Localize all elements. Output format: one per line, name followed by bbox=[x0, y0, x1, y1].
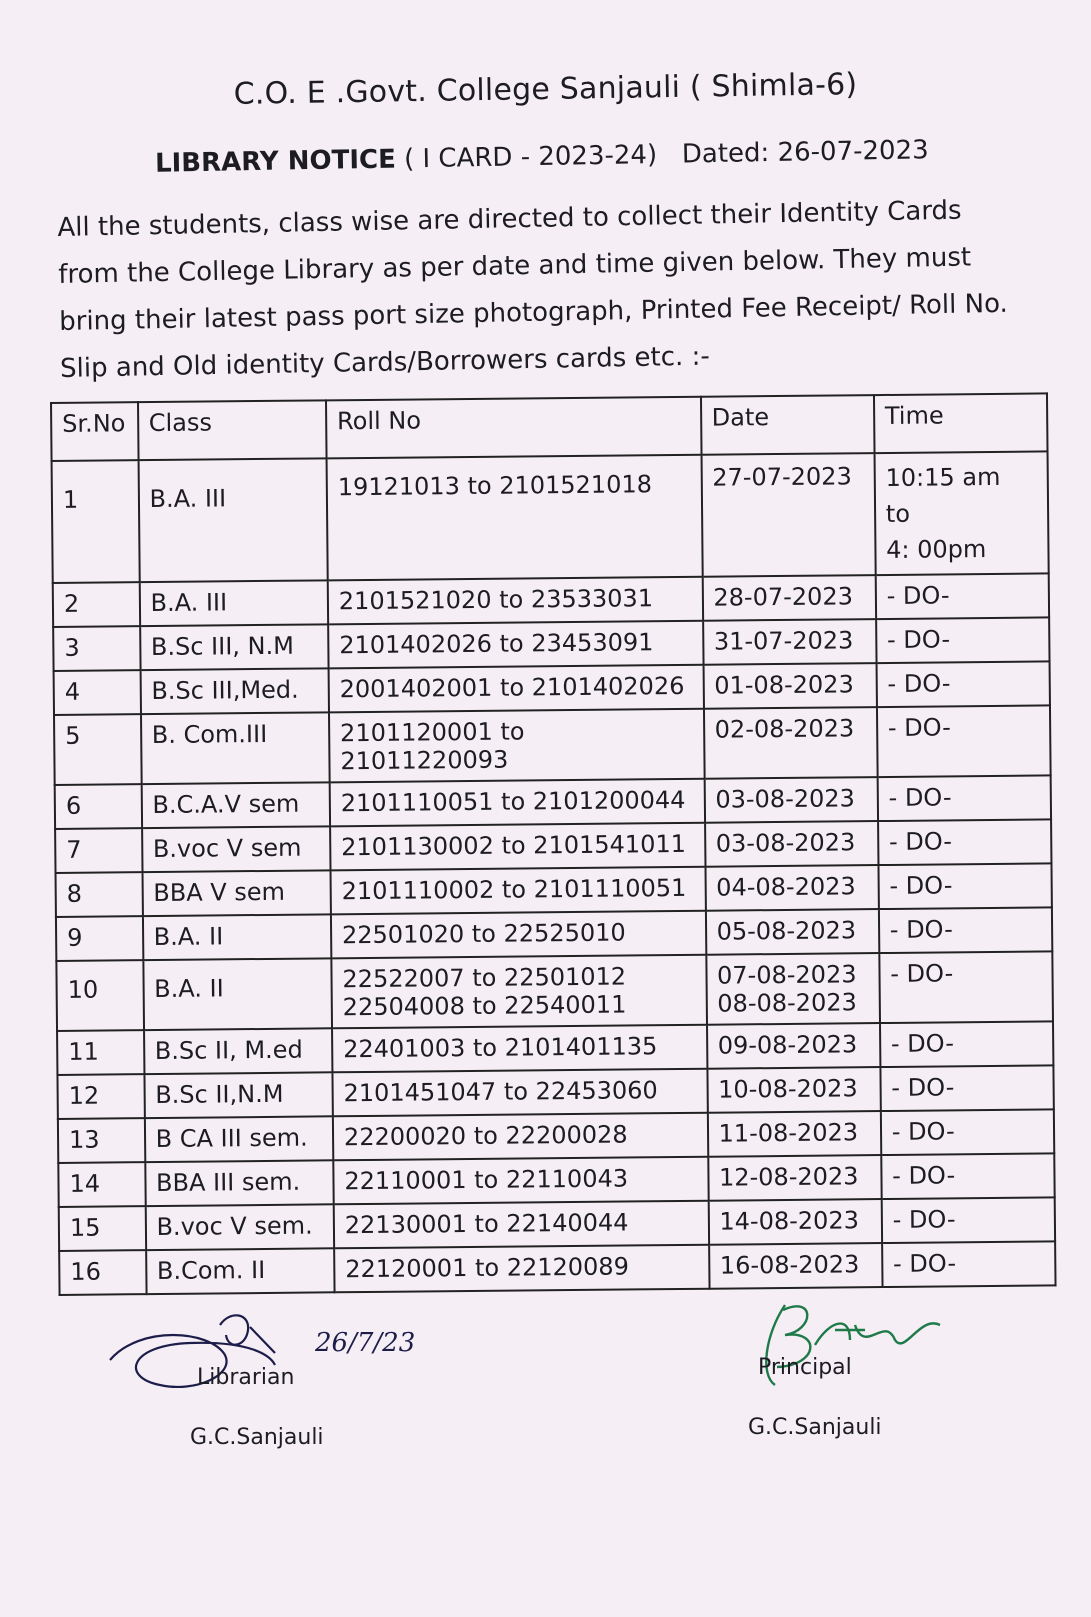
class-cell: B.Sc III, N.M bbox=[140, 624, 329, 670]
date-cell: 28-07-2023 bbox=[702, 575, 876, 621]
table-row bbox=[54, 705, 1051, 785]
header-sr-no: Sr.No bbox=[51, 402, 138, 461]
principal-label: Principal bbox=[758, 1355, 852, 1380]
class-cell: BBA V sem bbox=[142, 870, 331, 916]
college-title: C.O. E .Govt. College Sanjauli ( Shimla-6) bbox=[233, 67, 858, 112]
sr-cell: 2 bbox=[53, 582, 140, 627]
roll-cell: 22110001 to 22110043 bbox=[333, 1157, 708, 1205]
roll-cell: 19121013 to 2101521018 bbox=[326, 455, 702, 581]
sr-cell: 5 bbox=[54, 714, 141, 785]
roll-cell: 22120001 to 22120089 bbox=[334, 1245, 709, 1293]
date-cell: 09-08-2023 bbox=[707, 1023, 881, 1069]
sr-cell: 10 bbox=[56, 960, 143, 1031]
sr-cell: 4 bbox=[54, 670, 141, 715]
notice-heading bbox=[155, 135, 929, 178]
schedule-table bbox=[50, 392, 1057, 1296]
roll-cell: 2101110002 to 2101110051 bbox=[330, 867, 705, 915]
time-cell: - DO- bbox=[879, 951, 1053, 1023]
notice-title: LIBRARY NOTICE bbox=[154, 144, 397, 179]
time-cell: - DO- bbox=[877, 705, 1051, 777]
header-time: Time bbox=[874, 393, 1048, 453]
librarian-date: 26/7/23 bbox=[315, 1328, 416, 1358]
time-cell: - DO- bbox=[878, 863, 1052, 909]
sr-cell: 3 bbox=[53, 626, 140, 671]
roll-cell: 2101451047 to 22453060 bbox=[332, 1069, 707, 1117]
time-cell: - DO- bbox=[882, 1241, 1056, 1287]
sr-cell: 11 bbox=[57, 1030, 144, 1075]
sr-cell: 8 bbox=[56, 872, 143, 917]
time-cell: - DO- bbox=[880, 1021, 1054, 1067]
sr-cell: 16 bbox=[59, 1250, 146, 1295]
notice-date: Dated: 26-07-2023 bbox=[681, 135, 929, 170]
time-cell bbox=[874, 451, 1048, 575]
time-cell: - DO- bbox=[881, 1197, 1055, 1243]
roll-cell: 22401003 to 2101401135 bbox=[332, 1025, 707, 1073]
sr-cell: 7 bbox=[55, 828, 142, 873]
time-cell: - DO- bbox=[876, 617, 1050, 663]
table-header-row bbox=[51, 393, 1048, 461]
header-date: Date bbox=[701, 395, 875, 455]
date-value: 08-08-2023 bbox=[717, 988, 857, 1018]
date-cell: 27-07-2023 bbox=[701, 453, 875, 577]
class-cell: B.Sc II,N.M bbox=[144, 1072, 333, 1118]
class-cell: B.voc V sem. bbox=[145, 1204, 334, 1250]
date-cell: 01-08-2023 bbox=[703, 663, 877, 709]
class-cell: B.A. II bbox=[143, 958, 332, 1030]
time-cell: - DO- bbox=[878, 819, 1052, 865]
roll-range: 22504008 to 22540011 bbox=[342, 990, 627, 1022]
class-cell: BBA III sem. bbox=[145, 1160, 334, 1206]
librarian-signature bbox=[100, 1305, 430, 1405]
class-cell: B.Sc II, M.ed bbox=[144, 1028, 333, 1074]
principal-college: G.C.Sanjauli bbox=[748, 1415, 882, 1440]
roll-cell: 2001402001 to 2101402026 bbox=[328, 665, 703, 713]
class-cell: B.C.A.V sem bbox=[141, 782, 330, 828]
roll-range: 22522007 to 22501012 bbox=[342, 962, 627, 994]
date-cell: 05-08-2023 bbox=[705, 909, 879, 955]
time-cell: - DO- bbox=[876, 661, 1050, 707]
class-cell: B CA III sem. bbox=[144, 1116, 333, 1162]
date-cell: 14-08-2023 bbox=[708, 1199, 882, 1245]
date-cell: 10-08-2023 bbox=[707, 1067, 881, 1113]
date-cell: 12-08-2023 bbox=[708, 1155, 882, 1201]
librarian-label: Librarian bbox=[197, 1365, 295, 1390]
roll-cell: 22130001 to 22140044 bbox=[334, 1201, 709, 1249]
roll-cell: 22200020 to 22200028 bbox=[333, 1113, 708, 1161]
header-roll-no: Roll No bbox=[326, 397, 701, 459]
date-value: 07-08-2023 bbox=[716, 960, 857, 990]
class-cell: B.A. III bbox=[139, 580, 328, 626]
time-cell: - DO- bbox=[880, 1065, 1054, 1111]
time-end: 4: 00pm bbox=[886, 535, 987, 564]
time-cell: - DO- bbox=[881, 1109, 1055, 1155]
class-cell: B.A. II bbox=[143, 914, 332, 960]
class-cell: B.A. III bbox=[138, 458, 327, 582]
time-cell: - DO- bbox=[877, 775, 1051, 821]
table-row bbox=[52, 451, 1049, 583]
date-cell: 02-08-2023 bbox=[704, 707, 878, 779]
roll-cell: 2101521020 to 23533031 bbox=[328, 577, 703, 625]
time-to: to bbox=[885, 499, 911, 528]
time-cell: - DO- bbox=[881, 1153, 1055, 1199]
librarian-college: G.C.Sanjauli bbox=[190, 1425, 324, 1450]
date-cell: 31-07-2023 bbox=[703, 619, 877, 665]
date-cell: 03-08-2023 bbox=[705, 821, 879, 867]
date-cell: 04-08-2023 bbox=[705, 865, 879, 911]
roll-cell: 2101120001 to 21011220093 bbox=[329, 709, 704, 783]
roll-cell: 2101130002 to 2101541011 bbox=[330, 823, 705, 871]
sr-cell: 9 bbox=[56, 916, 143, 961]
notice-body: All the students, class wise are directed to collect their Identity Cards from the College Library as per date and time given below. They must bring their latest pass port size photograph, Printed Fee Receipt/ Roll No. Slip and Old identity Cards/Borrowers cards etc. :- bbox=[57, 195, 1009, 384]
time-cell: - DO- bbox=[879, 907, 1053, 953]
roll-cell: 2101402026 to 23453091 bbox=[328, 621, 703, 669]
class-cell: B.voc V sem bbox=[142, 826, 331, 872]
table-row bbox=[56, 951, 1053, 1031]
sr-cell: 1 bbox=[52, 460, 140, 583]
time-cell: - DO- bbox=[875, 573, 1049, 619]
sr-cell: 13 bbox=[58, 1118, 145, 1163]
roll-cell bbox=[331, 955, 706, 1029]
sr-cell: 15 bbox=[59, 1206, 146, 1251]
date-cell: 11-08-2023 bbox=[707, 1111, 881, 1157]
class-cell: B.Sc III,Med. bbox=[140, 668, 329, 714]
notice-subtitle: ( I CARD - 2023-24) bbox=[403, 139, 658, 175]
class-cell: B.Com. II bbox=[146, 1248, 335, 1294]
roll-cell: 22501020 to 22525010 bbox=[331, 911, 706, 959]
date-cell: 16-08-2023 bbox=[709, 1243, 883, 1289]
date-cell bbox=[706, 953, 880, 1025]
time-start: 10:15 am bbox=[885, 462, 1001, 492]
header-class: Class bbox=[138, 400, 327, 460]
sr-cell: 14 bbox=[58, 1162, 145, 1207]
principal-signature bbox=[755, 1285, 955, 1405]
sr-cell: 6 bbox=[55, 784, 142, 829]
roll-cell: 2101110051 to 2101200044 bbox=[330, 779, 705, 827]
date-cell: 03-08-2023 bbox=[704, 777, 878, 823]
sr-cell: 12 bbox=[57, 1074, 144, 1119]
class-cell: B. Com.III bbox=[141, 712, 330, 784]
